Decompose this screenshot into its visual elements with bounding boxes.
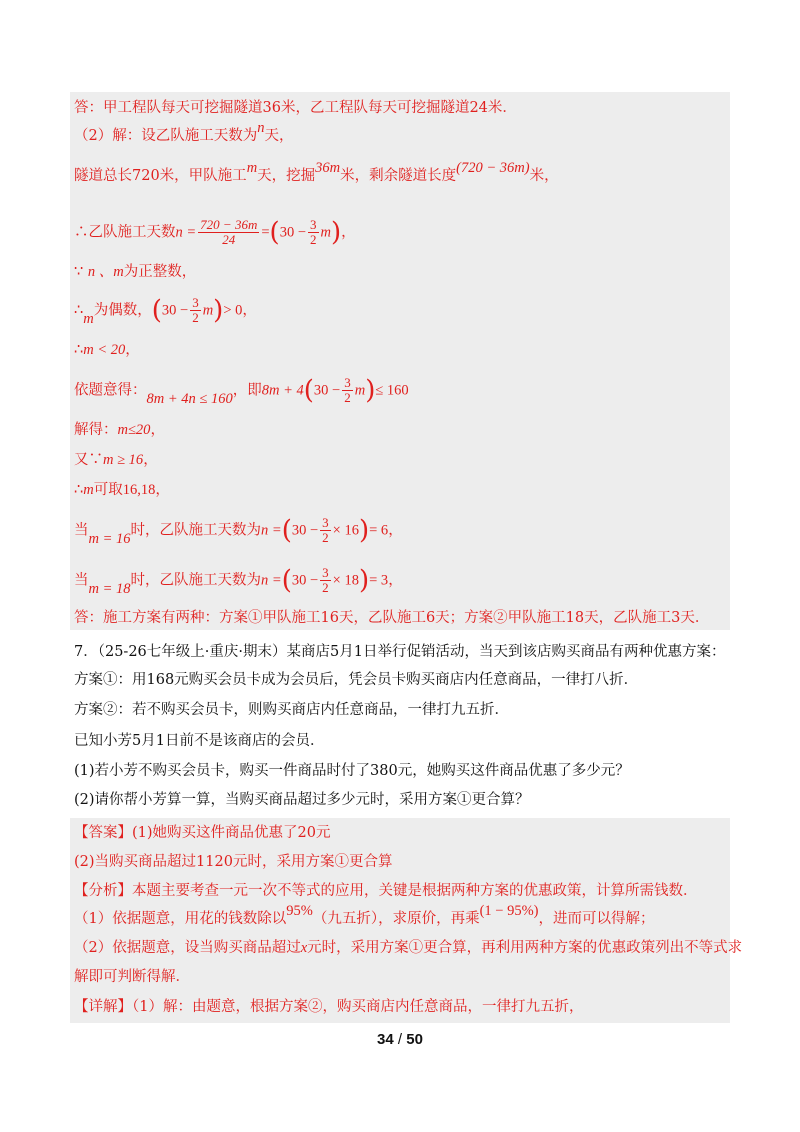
inequality-line: 依题意得：8m + 4n ≤ 160，即8m + 4(30 − $\frac{3}{2}$ m)≤ 160 [74, 375, 409, 407]
values-line: ∴m可取16,18， [74, 482, 170, 498]
analysis-line: 【分析】本题主要考查一元一次不等式的应用，关键是根据两种方案的优惠政策，计算所需钱数． [74, 883, 698, 899]
fraction: $\frac{720 - 36m}{24}$ [200, 217, 258, 247]
question-2: (2)请你帮小芳算一算，当购买商品超过多少元时，采用方案①更合算？ [74, 792, 530, 808]
solve-line: 解得：m≤20， [74, 422, 165, 438]
positive-integer-line: ∵ n 、m为正整数， [74, 264, 197, 280]
problem-7-title: 7．（25-26七年级上·重庆·期末）某商店5月1日举行促销活动，当天到该店购买商品有两种优惠方案： [74, 644, 726, 660]
also-line: 又∵m ≥ 16， [74, 452, 158, 468]
question-1: (1)若小芳不购买会员卡，购买一件商品时付了380元，她购买这件商品优惠了多少元？ [74, 763, 630, 779]
analysis-step-2-cont: 解即可判断得解． [74, 969, 190, 985]
answer-line-2: 答：施工方案有两种：方案①甲队施工16天，乙队施工6天；方案②甲队施工18天，乙队施工3天． [74, 610, 710, 626]
page-number: 34 / 50 [377, 1031, 423, 1048]
fraction: $\frac{3}{2}$ [344, 375, 351, 405]
case-16-line: 当m = 16时，乙队施工天数为n =(30 − $\frac{3}{2}$ × 16)= 6， [74, 515, 403, 547]
detail-line: 【详解】（1）解：由题意，根据方案②，购买商店内任意商品，一律打九五折， [74, 999, 584, 1015]
answer-line-1: 答：甲工程队每天可挖掘隧道36米，乙工程队每天可挖掘隧道24米． [74, 100, 517, 116]
fraction: $\frac{3}{2}$ [310, 217, 317, 247]
team-b-days-line: ∴乙队施工天数n = $\frac{720 - 36m}{24}$ =(30 − $\frac{3}{2}$ m)， [74, 217, 356, 248]
m-less-line: ∴m < 20， [74, 342, 140, 358]
known-condition: 已知小芳5月1日前不是该商店的会员． [74, 733, 325, 749]
answer-7-line-2: (2)当购买商品超过1120元时，采用方案①更合算 [74, 854, 393, 870]
plan-2: 方案②：若不购买会员卡，则购买商店内任意商品，一律打九五折． [74, 702, 509, 718]
fraction: $\frac{3}{2}$ [322, 565, 329, 595]
plan-1: 方案①：用168元购买会员卡成为会员后，凭会员卡购买商店内任意商品，一律打八折． [74, 672, 639, 688]
fraction: $\frac{3}{2}$ [192, 295, 199, 325]
fraction: $\frac{3}{2}$ [322, 515, 329, 545]
analysis-step-2: （2）依据题意，设当购买商品超过x元时，采用方案①更合算，再利用两种方案的优惠政策列出不等式求 [74, 940, 743, 956]
case-18-line: 当m = 18时，乙队施工天数为n =(30 − $\frac{3}{2}$ × 18)= 3， [74, 565, 403, 597]
even-line: ∴m为偶数，(30 − $\frac{3}{2}$ m)> 0， [74, 295, 257, 327]
analysis-step-1: （1）依据题意，用花的钱数除以95%（九五折），求原价，再乘(1 − 95%)，进而可以得解； [74, 903, 655, 927]
part2-line: （2）解：设乙队施工天数为n天， [74, 120, 294, 144]
answer-7-line-1: 【答案】(1)她购买这件商品优惠了20元 [74, 825, 331, 841]
tunnel-line: 隧道总长720米，甲队施工m天，挖掘36m米，剩余隧道长度(720 − 36m)米， [74, 160, 559, 184]
